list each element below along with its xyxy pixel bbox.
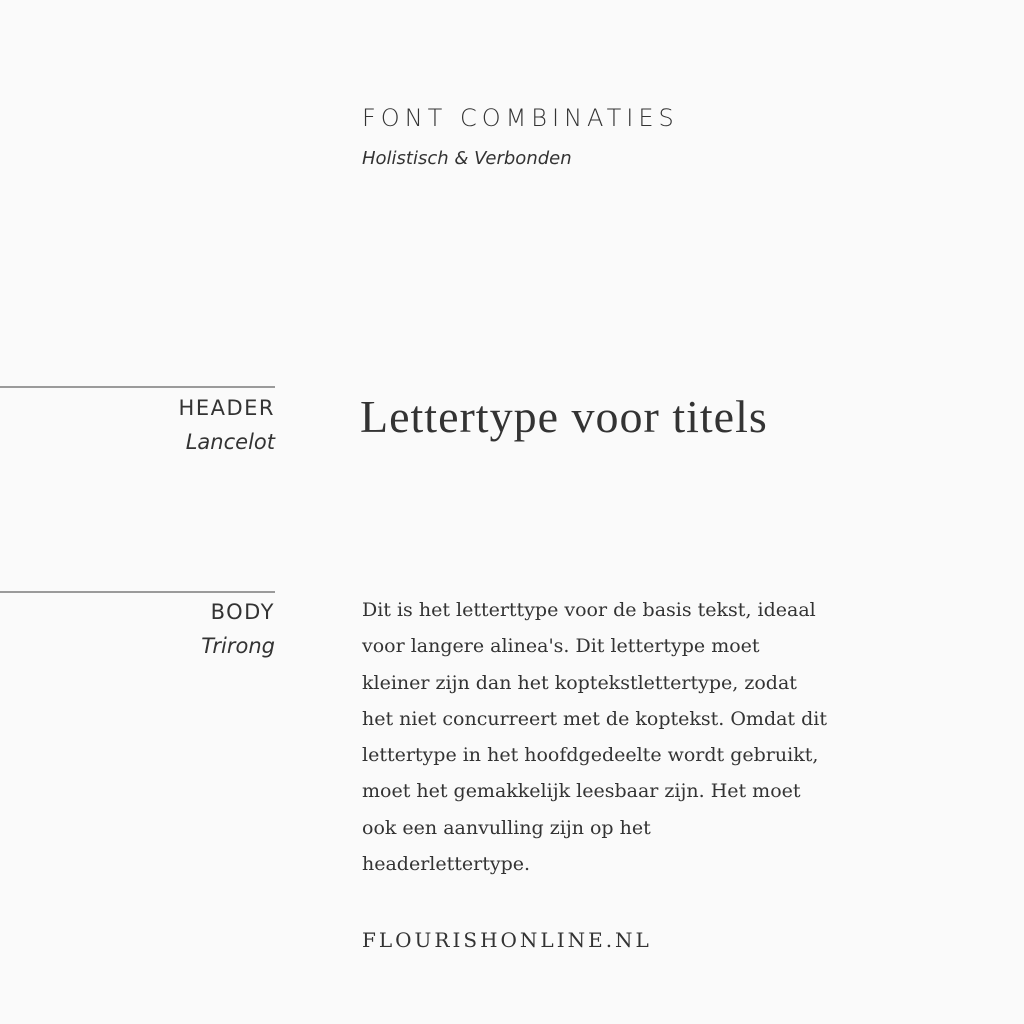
body-divider: [0, 591, 275, 593]
body-line: moet het gemakkelijk leesbaar zijn. Het moet: [362, 780, 801, 803]
header-font-name: Lancelot: [185, 430, 275, 454]
body-line: het niet concurreert met de koptekst. Omdat dit: [362, 707, 827, 730]
page-subtitle: Holistisch & Verbonden: [362, 148, 572, 169]
body-line: Dit is het letterttype voor de basis tekst, ideaal: [362, 599, 816, 621]
page-title: FONT COMBINATIES: [362, 104, 679, 132]
body-line: headerlettertype.: [362, 853, 531, 876]
header-label: HEADER: [178, 396, 275, 420]
body-line: lettertype in het hoofdgedeelte wordt gebruikt,: [362, 744, 819, 767]
header-divider: [0, 386, 275, 388]
body-line: kleiner zijn dan het koptekstlettertype, zodat: [362, 671, 797, 694]
body-line: voor langere alinea's. Dit lettertype moet: [362, 635, 760, 658]
footer-website: FLOURISHONLINE.NL: [362, 928, 652, 952]
body-line: ook een aanvulling zijn op het: [362, 816, 651, 839]
header-font-sample: Lettertype voor titels: [360, 391, 768, 442]
body-font-sample: [362, 592, 827, 882]
body-font-name: Trirong: [201, 634, 275, 658]
body-label: BODY: [210, 600, 275, 624]
